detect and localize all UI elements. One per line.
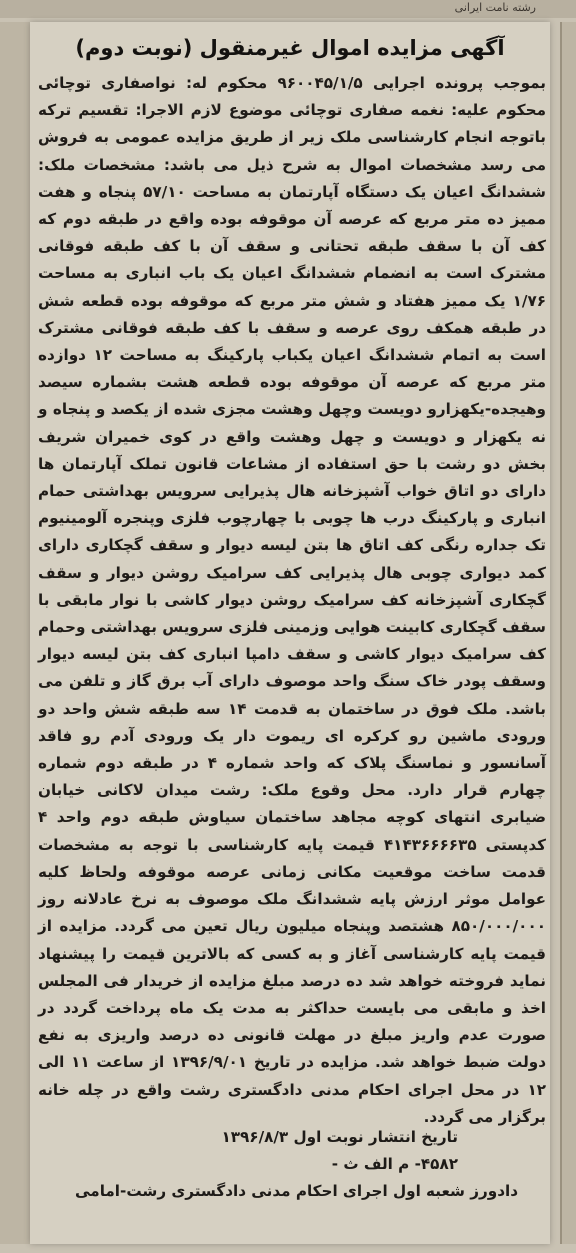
- notice-footer: [38, 1124, 538, 1205]
- top-strip: [0, 0, 576, 18]
- notice-body-paragraph: بموجب پرونده اجرایی ۹۶۰۰۴۵/۱/۵ محکوم له: نواصفاری توچائی محکوم علیه: نغمه صفاری توچائی موضوع لازم الاجرا: تقسیم ترکه باتوجه انجام کارشناسی ملک زیر از طریق مزایده عمومی به فروش می رسد مشخصات اموال به شرح ذیل می باشد: مشخصات ملک: ششدانگ اعیان یک دستگاه آپارتمان به مساحت ۵۷/۱۰ پنجاه و هفت ممیز ده متر مربع که عرصه آن موقوفه بوده واقع در طبقه دوم که کف آن با سقف طبقه تحتانی و سقف آن با کف طبقه فوقانی مشترک است به انضمام ششدانگ اعیان یک باب انباری به مساحت ۱/۷۶ یک ممیز هفتاد و شش متر مربع که موقوفه بوده قطعه شش در طبقه همکف روی عرصه و سقف با کف طبقه فوقانی مشترک است به اتمام ششدانگ اعیان یکباب پارکینگ به مساحت ۱۲ دوازده متر مربع که عرصه آن موقوفه بوده قطعه هشت بشماره سیصد وهیجده-یکهزارو دویست وچهل وهشت مجزی شده از یکصد و پنجاه و نه یکهزار و دویست و چهل وهشت واقع در کوی خمیران شریف بخش دو رشت با حق استفاده از مشاعات قانون تملک آپارتمان ها دارای دو اتاق خواب آشپزخانه هال پذیرایی سرویس بهداشتی حمام انباری و پارکینگ درب ها چوبی با چهارچوب فلزی وپنجره آلومینیوم تک جداره رنگی کف اتاق ها بتن لیسه دیوار و سقف گچکاری دارای کمد دیواری چوبی هال پذیرایی کف سرامیک روشن دیوار و سقف گچکاری آشپزخانه کف سرامیک روشن دیوار کاشی با نوار مابقی با سقف گچکاری کابینت هوایی وزمینی فلزی سرویس بهداشتی وحمام کف سرامیک دیوار کاشی و سقف دامپا انباری کف بتن لیسه دیوار وسقف پودر خاک سنگ واحد موصوف دارای آب برق گاز و تلفن می باشد. ملک فوق در ساختمان به قدمت ۱۴ سه طبقه شش واحد دو ورودی ماشین رو کرکره ای ریموت دار یک ورودی آدم رو فاقد آسانسور و نماسنگ پلاک که واحد شماره ۴ در طبقه دوم شماره چهارم قرار دارد. محل وقوع ملک: رشت میدان لاکانی خیابان ضیابری انتهای کوچه مجاهد ساختمان سیاوش طبقه دوم واحد ۴ کدپستی ۴۱۴۳۶۶۶۶۳۵ قیمت پایه کارشناسی با توجه به مشخصات قدمت ساخت موقعیت مکانی زمانی عرصه موقوفه ولحاظ کلیه عوامل موثر ارزش پایه ششدانگ ملک موصوف به نرخ عادلانه روز ۸۵۰/۰۰۰/۰۰۰ هشتصد وپنجاه میلیون ریال تعین می گردد. مزایده از قیمت پایه کارشناسی آغاز و به کسی که بالاترین قیمت را پیشنهاد نماید فروخته خواهد شد ده درصد مبلغ مزایده از خریدار فی المجلس اخذ و مابقی می بایست حداکثر به مدت یک ماه پرداخت گردد در صورت عدم واریز مبلغ در مهلت قانونی ده درصد واریزی به نفع دولت ضبط خواهد شد. مزایده در تاریخ ۱۳۹۶/۹/۰۱ از ساعت ۱۱ الی ۱۲ در محل اجرای احکام مدنی دادگستری رشت واقع در چله خانه برگزار می گردد.: [38, 74, 547, 1126]
- notice-title: آگهی مزایده اموال غیرمنقول (نوبت دوم): [75, 36, 505, 60]
- signature: دادورز شعبه اول اجرای احکام مدنی دادگستری رشت-امامی: [74, 1182, 518, 1200]
- notice-body: [38, 70, 546, 1131]
- left-margin: [0, 22, 30, 1244]
- notice-code: ۴۵۸۲- م الف ث -: [331, 1155, 458, 1173]
- column-divider: [560, 22, 562, 1244]
- top-strip-text: رشته نامت ایرانی: [454, 1, 536, 14]
- publish-date: تاریخ انتشار نوبت اول ۱۳۹۶/۸/۳: [221, 1128, 458, 1146]
- right-margin: [562, 22, 576, 1244]
